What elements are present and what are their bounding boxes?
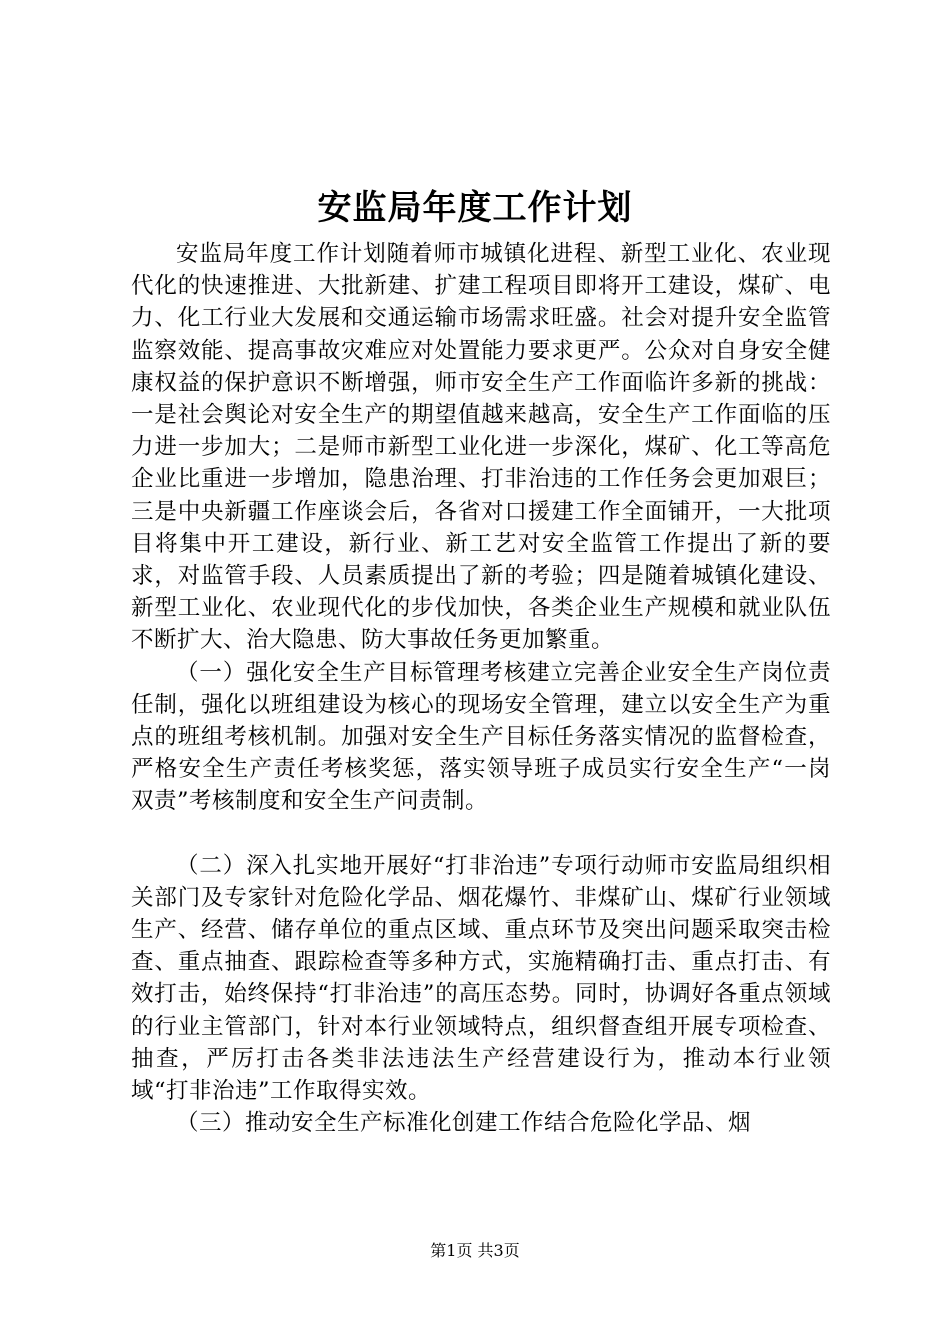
- paragraph-intro: 安监局年度工作计划随着师市城镇化进程、新型工业化、农业现代化的快速推进、大批新建、扩建工程项目即将开工建设，煤矿、电力、化工行业大发展和交通运输市场需求旺盛。社会对提升安全监管监察效能、提高事故灾难应对处置能力要求更严。公众对自身安全健康权益的保护意识不断增强，师市安全生产工作面临许多新的挑战：一是社会舆论对安全生产的期望值越来越高，安全生产工作面临的压力进一步加大；二是师市新型工业化进一步深化，煤矿、化工等高危企业比重进一步增加，隐患治理、打非治违的工作任务会更加艰巨；三是中央新疆工作座谈会后，各省对口援建工作全面铺开，一大批项目将集中开工建设，新行业、新工艺对安全监管工作提出了新的要求，对监管手段、人员素质提出了新的考验；四是随着城镇化建设、新型工业化、农业现代化的步伐加快，各类企业生产规模和就业队伍不断扩大、治大隐患、防大事故任务更加繁重。: [131, 241, 831, 654]
- paragraph-section-1: （一）强化安全生产目标管理考核建立完善企业安全生产岗位责任制，强化以班组建设为核心的现场安全管理，建立以安全生产为重点的班组考核机制。加强对安全生产目标任务落实情况的监督检查，严格安全生产责任考核奖惩，落实领导班子成员实行安全生产“一岗双责”考核制度和安全生产问责制。: [131, 659, 831, 815]
- document-body: [131, 238, 831, 1139]
- document-title: 安监局年度工作计划: [317, 188, 633, 228]
- paragraph-section-2: （二）深入扎实地开展好“打非治违”专项行动师市安监局组织相关部门及专家针对危险化学品、烟花爆竹、非煤矿山、煤矿行业领域生产、经营、储存单位的重点区域、重点环节及突出问题采取突击检查、重点抽查、跟踪检查等多种方式，实施精确打击、重点打击、有效打击，始终保持“打非治违”的高压态势。同时，协调好各重点领域的行业主管部门，针对本行业领域特点，组织督查组开展专项检查、抽查，严厉打击各类非法违法生产经营建设行为，推动本行业领域“打非治违”工作取得实效。: [131, 852, 831, 1105]
- paragraph-section-3: （三）推动安全生产标准化创建工作结合危险化学品、烟: [176, 1110, 752, 1137]
- paragraph-spacer: [131, 818, 831, 850]
- page-footer: 第1页 共3页: [430, 1241, 520, 1260]
